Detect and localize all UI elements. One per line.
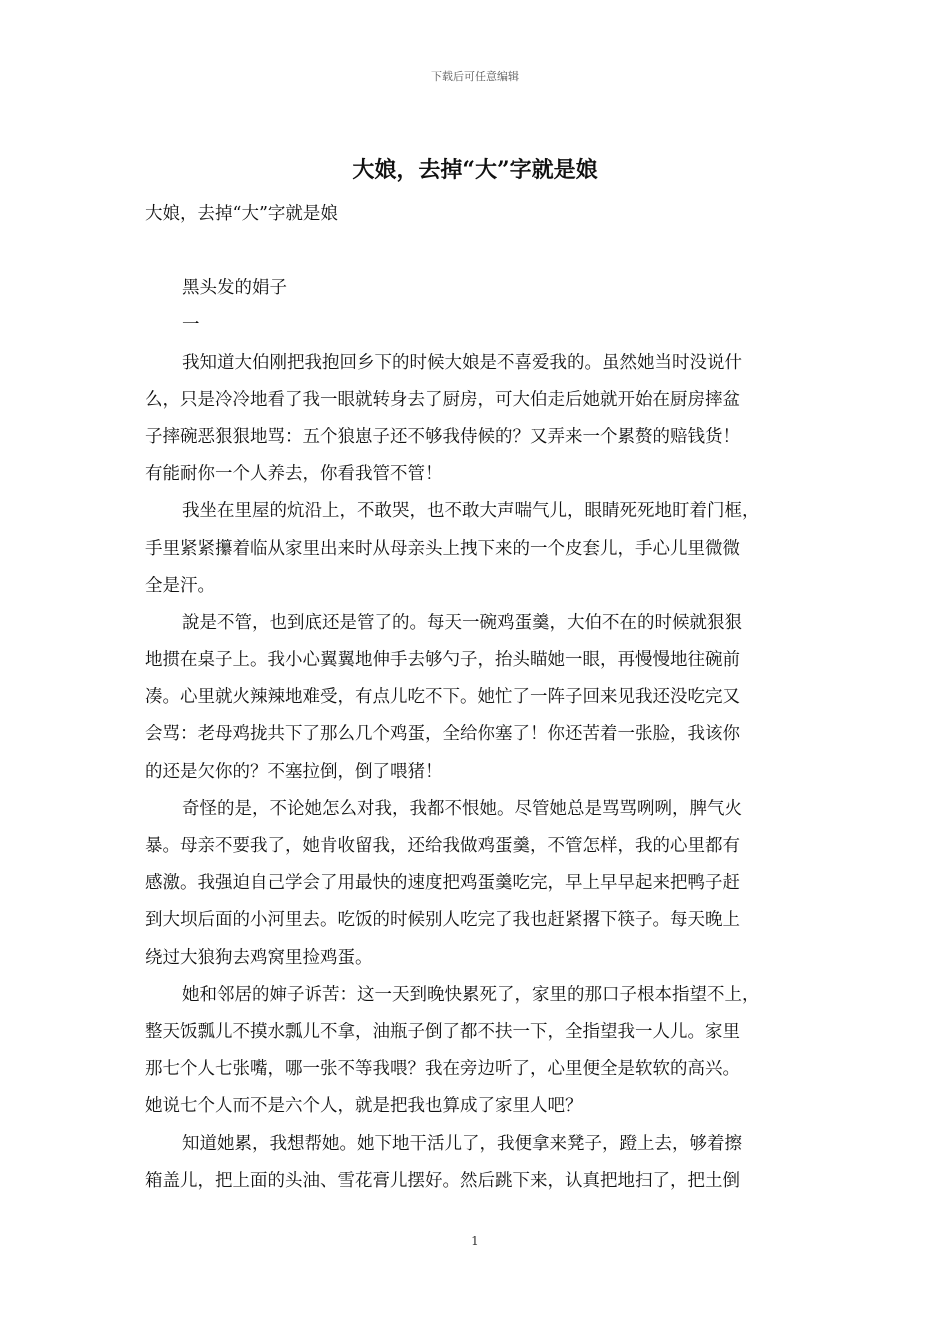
paragraph-line: 她说七个人而不是六个人，就是把我也算成了家里人吧？ <box>145 1096 583 1117</box>
paragraph-line: 我知道大伯刚把我抱回乡下的时候大娘是不喜爱我的。虽然她当时没说什 <box>182 352 742 373</box>
paragraph-line: 子摔碗恶狠狠地骂：五个狼崽子还不够我侍候的？又弄来一个累赘的赔钱货！ <box>145 426 740 447</box>
paragraph-line: 那七个人七张嘴，哪一张不等我喂？我在旁边听了，心里便全是软软的高兴。 <box>145 1059 740 1080</box>
paragraph-line: 箱盖儿，把上面的头油、雪花膏儿摆好。然后跳下来，认真把地扫了，把土倒 <box>145 1170 740 1191</box>
page-number: 1 <box>471 1234 479 1248</box>
paragraph-line: 到大坝后面的小河里去。吃饭的时候别人吃完了我也赶紧撂下筷子。每天晚上 <box>145 910 740 931</box>
paragraph-line: 么，只是冷冷地看了我一眼就转身去了厨房，可大伯走后她就开始在厨房摔盆 <box>145 389 740 410</box>
paragraph-line: 会骂：老母鸡拢共下了那么几个鸡蛋，全给你塞了！你还苦着一张脸，我该你 <box>145 724 740 745</box>
paragraph-line: 凑。心里就火辣辣地难受，有点儿吃不下。她忙了一阵子回来见我还没吃完又 <box>145 687 740 708</box>
paragraph-line: 她和邻居的婶子诉苦：这一天到晚快累死了，家里的那口子根本指望不上， <box>182 984 760 1005</box>
page-header-note: 下载后可任意编辑 <box>431 70 519 83</box>
paragraph-line: 奇怪的是，不论她怎么对我，我都不恨她。尽管她总是骂骂咧咧，脾气火 <box>182 798 742 819</box>
paragraph-line: 暴。母亲不要我了，她肯收留我，还给我做鸡蛋羹，不管怎样，我的心里都有 <box>145 836 740 856</box>
paragraph-line: 知道她累，我想帮她。她下地干活儿了，我便拿来凳子，蹬上去，够着擦 <box>182 1133 742 1154</box>
paragraph-line: 整天饭瓢儿不摸水瓢儿不拿，油瓶子倒了都不扶一下，全指望我一人儿。家里 <box>145 1021 740 1042</box>
paragraph-line: 的还是欠你的？不塞拉倒，倒了喂猪！ <box>145 761 443 782</box>
author-name: 黑头发的娟子 <box>182 278 287 299</box>
subtitle: 大娘，去掉“大”字就是娘 <box>145 204 338 224</box>
section-number: 一 <box>182 315 200 336</box>
paragraph-line: 全是汗。 <box>145 575 215 596</box>
paragraph-line: 绕过大狼狗去鸡窝里捡鸡蛋。 <box>145 947 373 968</box>
paragraph-line: 我坐在里屋的炕沿上，不敢哭，也不敢大声喘气儿，眼睛死死地盯着门框， <box>182 501 760 522</box>
paragraph-line: 說是不管，也到底还是管了的。每天一碗鸡蛋羹，大伯不在的时候就狠狠 <box>182 612 742 633</box>
paragraph-line: 手里紧紧攥着临从家里出来时从母亲头上拽下来的一个皮套儿，手心儿里微微 <box>145 538 740 559</box>
paragraph-line: 感激。我强迫自己学会了用最快的速度把鸡蛋羹吃完，早上早早起来把鸭子赶 <box>145 873 740 894</box>
document-body <box>145 196 807 1200</box>
document-title: 大娘，去掉“大”字就是娘 <box>352 157 598 183</box>
blank-line <box>145 233 807 270</box>
paragraph-line: 有能耐你一个人养去，你看我管不管！ <box>145 464 443 485</box>
paragraph-line: 地掼在桌子上。我小心翼翼地伸手去够勺子，抬头瞄她一眼，再慢慢地往碗前 <box>145 650 740 671</box>
